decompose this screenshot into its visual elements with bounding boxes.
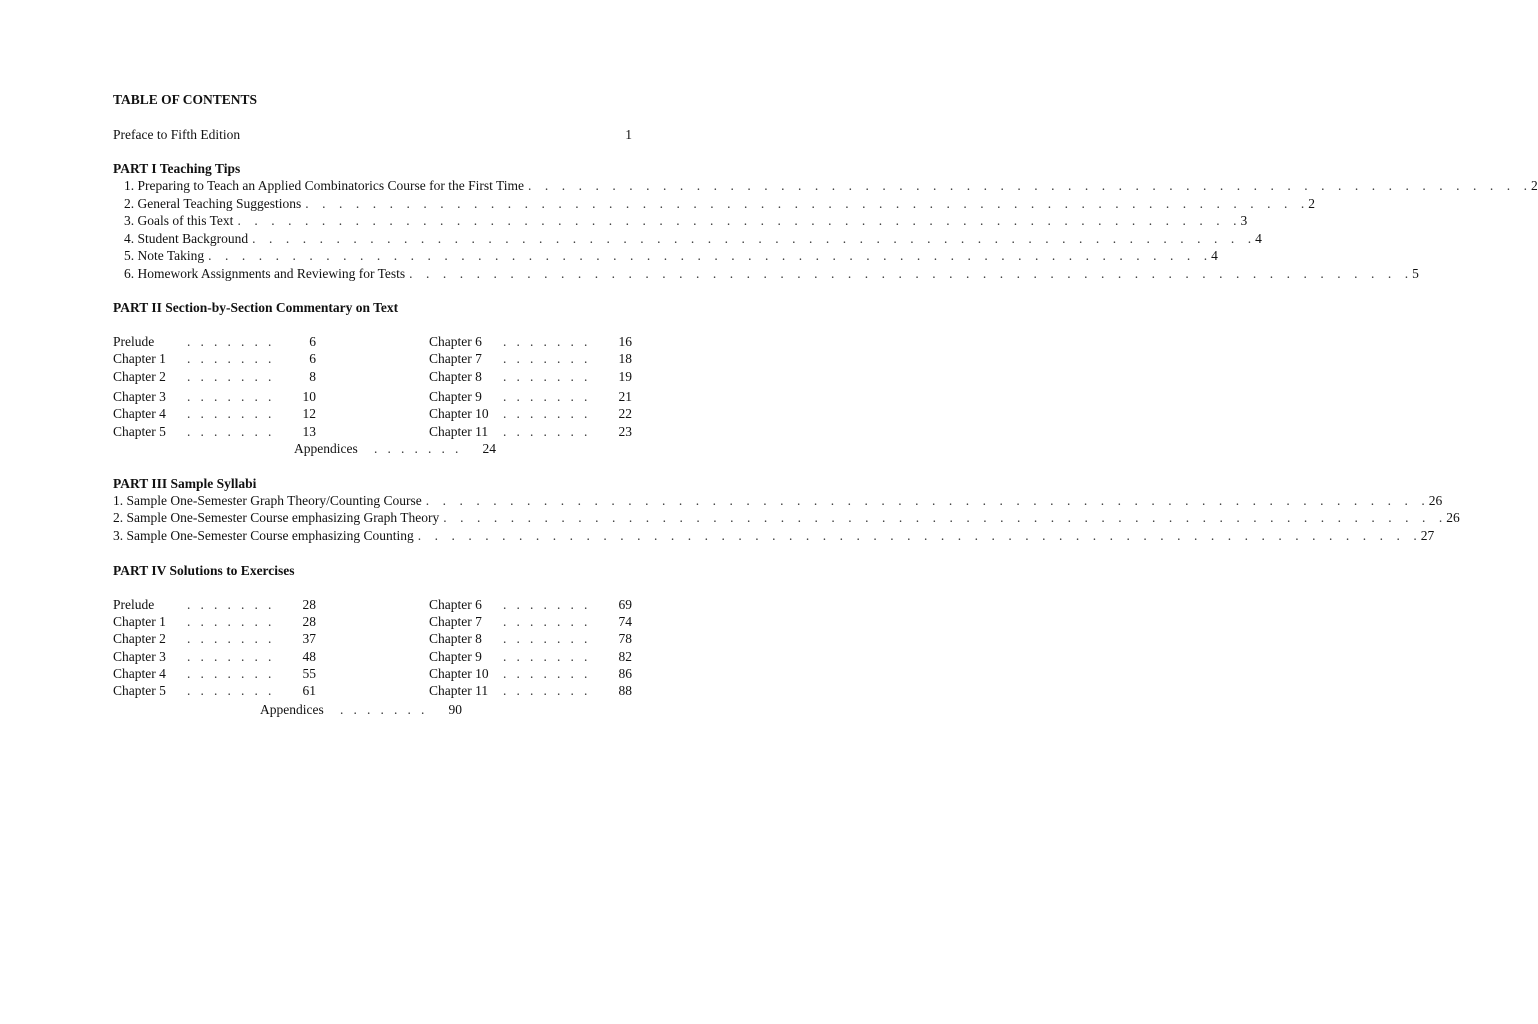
toc-entry-label: Chapter 9 xyxy=(429,389,482,404)
toc-entry xyxy=(429,368,632,385)
toc-entry-label: Chapter 2 xyxy=(113,369,166,384)
toc-entry xyxy=(429,333,632,350)
dot-leader: . . . . . . . xyxy=(503,406,588,421)
toc-entry xyxy=(113,405,316,422)
dot-leader: . . . . . . . xyxy=(187,649,272,664)
toc-entry xyxy=(429,630,632,647)
dot-leader: . . . . . . . . . . . . . . . . . . . . . . . . . . . . . . . . . . . . . . . . . . . . . . . . . . . . . . . . . . . . xyxy=(305,195,1305,211)
dot-leader: . . . . . . . . . . . . . . . . . . . . . . . . . . . . . . . . . . . . . . . . . . . . . . . . . . . . . . . . . . . . xyxy=(252,230,1252,246)
dot-leader: . . . . . . . . . . . . . . . . . . . . . . . . . . . . . . . . . . . . . . . . . . . . . . . . . . . . . . . . . . . . xyxy=(443,510,1443,526)
toc-entry-label: Chapter 10 xyxy=(429,666,489,681)
dot-leader: . . . . . . . xyxy=(187,351,272,366)
dot-leader: . . . . . . . xyxy=(503,351,588,366)
toc-entry-label: 4. Student Background xyxy=(124,230,249,246)
dot-leader: . . . . . . . xyxy=(187,406,272,421)
dot-leader: . . . . . . . xyxy=(187,424,272,439)
toc-entry-label: 6. Homework Assignments and Reviewing for Tests xyxy=(124,265,406,281)
toc-entry-page: 6 xyxy=(309,351,316,366)
toc-entry xyxy=(113,492,1443,509)
toc-entry-page: 4 xyxy=(1255,230,1262,246)
toc-entry-label: Chapter 7 xyxy=(429,351,482,366)
toc-entry-appendices: Appendices . . . . . . . 24 xyxy=(294,441,496,456)
toc-entry-page: 22 xyxy=(618,406,632,421)
toc-entry-label: Preface to Fifth Edition xyxy=(113,127,241,142)
toc-entry-label: Chapter 10 xyxy=(429,406,489,421)
toc-entry-label: Chapter 3 xyxy=(113,649,166,664)
toc-entry-page: 28 xyxy=(302,597,316,612)
toc-entry-page: 6 xyxy=(309,334,316,349)
toc-entry-page: 55 xyxy=(302,666,316,681)
dot-leader: . . . . . . . xyxy=(503,666,588,681)
toc-entry-label: 3. Goals of this Text xyxy=(124,213,234,228)
dot-leader: . . . . . . . xyxy=(187,369,272,384)
toc-entry xyxy=(113,350,316,367)
toc-entry-label: 2. General Teaching Suggestions xyxy=(124,195,302,211)
toc-entry-page: 24 xyxy=(482,441,496,456)
toc-entry-page: 4 xyxy=(1211,248,1218,263)
toc-entry xyxy=(429,388,632,405)
dot-leader: . . . . . . . xyxy=(503,597,588,612)
section-heading-part-3: PART III Sample Syllabi xyxy=(113,476,257,491)
toc-entry-page: 48 xyxy=(302,649,316,664)
dot-leader: . . . . . . . . . . . . . . . . . . . . . . . . . . . . . . . . . . . . . . . . . . . . . . . . . . . . . . . . . . . . xyxy=(417,527,1417,543)
toc-entry-page: 37 xyxy=(302,631,316,646)
toc-entry xyxy=(429,350,632,367)
toc-entry-page: 82 xyxy=(618,649,632,664)
toc-entry xyxy=(113,423,316,440)
toc-entry-page: 5 xyxy=(1412,265,1419,281)
toc-entry-label: Appendices xyxy=(294,441,358,456)
toc-entry-page: 13 xyxy=(302,424,316,439)
dot-leader: . . . . . . . xyxy=(503,334,588,349)
toc-entry-page: 69 xyxy=(618,597,632,612)
toc-entry xyxy=(429,613,632,630)
toc-entry xyxy=(113,682,316,699)
toc-entry xyxy=(124,265,1419,282)
toc-entry-label: Chapter 9 xyxy=(429,649,482,664)
toc-entry-label: Chapter 5 xyxy=(113,683,166,698)
toc-entry xyxy=(113,368,316,385)
toc-entry-label: 5. Note Taking xyxy=(124,248,205,263)
toc-entry-page: 88 xyxy=(618,683,632,698)
toc-entry-page: 74 xyxy=(618,614,632,629)
toc-entry-appendices: Appendices . . . . . . . 90 xyxy=(260,702,462,717)
toc-entry xyxy=(429,665,632,682)
section-heading-part-2: PART II Section-by-Section Commentary on Text xyxy=(113,300,399,315)
toc-entry-page: 90 xyxy=(448,702,462,717)
toc-entry-label: Appendices xyxy=(260,702,324,717)
dot-leader: . . . . . . . xyxy=(187,597,272,612)
toc-entry xyxy=(113,527,1435,544)
page-title: TABLE OF CONTENTS xyxy=(113,92,258,107)
toc-entry-page: 78 xyxy=(618,631,632,646)
dot-leader: . . . . . . . xyxy=(503,369,588,384)
toc-entry-page: 2 xyxy=(1308,195,1316,211)
toc-entry-label: Chapter 1 xyxy=(113,351,166,366)
toc-entry-page: 26 xyxy=(1446,510,1460,526)
dot-leader: . . . . . . . . . . . . . . . . . . . . . . . . . . . . . . . . . . . . . . . . . . . . . . . . . . . . . . . . . . . . xyxy=(528,178,1528,193)
toc-entry-page: 3 xyxy=(1240,213,1248,228)
toc-entry xyxy=(429,405,632,422)
toc-entry-page: 19 xyxy=(618,369,632,384)
toc-entry-preface xyxy=(113,126,632,143)
toc-entry-page: 12 xyxy=(302,406,316,421)
toc-entry-label: 3. Sample One-Semester Course emphasizing Counting xyxy=(113,527,414,543)
toc-entry xyxy=(429,423,632,440)
dot-leader: . . . . . . . xyxy=(503,389,588,404)
toc-entry-label: Chapter 11 xyxy=(429,424,489,439)
toc-entry-page: 23 xyxy=(618,424,632,439)
toc-entry-label: Chapter 7 xyxy=(429,614,482,629)
toc-entry xyxy=(113,596,316,613)
toc-entry-label: Chapter 6 xyxy=(429,597,482,612)
toc-entry xyxy=(429,596,632,613)
toc-entry-label: Prelude xyxy=(113,334,155,349)
toc-entry-page: 28 xyxy=(302,614,316,629)
toc-entry-page: 26 xyxy=(1428,493,1443,508)
toc-entry xyxy=(113,648,316,665)
dot-leader: . . . . . . . xyxy=(187,631,272,646)
dot-leader: . . . . . . . xyxy=(187,614,272,629)
dot-leader: . . . . . . . xyxy=(503,614,588,629)
toc-entry xyxy=(113,665,316,682)
toc-entry-label: Chapter 3 xyxy=(113,389,166,404)
toc-entry-label: Chapter 6 xyxy=(429,334,482,349)
toc-entry-page: 1 xyxy=(625,127,632,142)
dot-leader: . . . . . . . xyxy=(503,649,588,664)
toc-entry-label: 1. Sample One-Semester Graph Theory/Counting Course xyxy=(113,493,422,508)
toc-entry xyxy=(113,509,1460,526)
toc-entry-label: Prelude xyxy=(113,597,155,612)
toc-entry xyxy=(124,195,1316,212)
toc-entry-label: Chapter 2 xyxy=(113,631,166,646)
toc-entry xyxy=(124,247,1218,264)
toc-entry xyxy=(124,212,1248,229)
toc-entry-page: 27 xyxy=(1420,527,1435,543)
toc-entry-label: Chapter 4 xyxy=(113,666,166,681)
dot-leader: . . . . . . . . . . . . . . . . . . . . . . . . . . . . . . . . . . . . . . . . . . . . . . . . . . . . . . . . . . . . xyxy=(208,248,1208,263)
dot-leader: . . . . . . . xyxy=(187,666,272,681)
dot-leader: . . . . . . . xyxy=(503,424,588,439)
toc-entry-page: 21 xyxy=(618,389,632,404)
toc-entry xyxy=(429,648,632,665)
toc-entry-page: 61 xyxy=(302,683,316,698)
dot-leader: . . . . . . . . . . . . . . . . . . . . . . . . . . . . . . . . . . . . . . . . . . . . . . . . . . . . . . . . . . . . xyxy=(425,493,1425,508)
toc-entry xyxy=(113,333,316,350)
dot-leader: . . . . . . . xyxy=(187,334,272,349)
dot-leader: . . . . . . . xyxy=(503,631,588,646)
toc-entry-label: Chapter 8 xyxy=(429,631,482,646)
toc-entry-label: Chapter 11 xyxy=(429,683,489,698)
toc-entry-label: Chapter 4 xyxy=(113,406,166,421)
toc-entry xyxy=(429,682,632,699)
section-heading-part-4: PART IV Solutions to Exercises xyxy=(113,563,295,578)
toc-entry xyxy=(113,630,316,647)
toc-entry-page: 10 xyxy=(302,389,316,404)
toc-entry xyxy=(113,613,316,630)
toc-entry-page: 16 xyxy=(618,334,632,349)
toc-entry xyxy=(124,230,1262,247)
toc-entry xyxy=(113,388,316,405)
toc-entry-label: 1. Preparing to Teach an Applied Combinatorics Course for the First Time xyxy=(124,178,525,193)
toc-entry-page: 86 xyxy=(618,666,632,681)
dot-leader: . . . . . . . . . . . . . . . . . . . . . . . . . . . . . . . . . . . . . . . . . . . . . . . . . . . . . . . . . . . . xyxy=(237,213,1237,228)
toc-entry-page: 2 xyxy=(1531,178,1538,193)
dot-leader: . . . . . . . xyxy=(187,683,272,698)
toc-entry-label: Chapter 5 xyxy=(113,424,166,439)
dot-leader: . . . . . . . xyxy=(187,389,272,404)
toc-entry-label: Chapter 1 xyxy=(113,614,166,629)
section-heading-part-1: PART I Teaching Tips xyxy=(113,161,241,176)
dot-leader: . . . . . . . xyxy=(503,683,588,698)
toc-entry-page: 8 xyxy=(309,369,316,384)
toc-entry-page: 18 xyxy=(618,351,632,366)
dot-leader: . . . . . . . . . . . . . . . . . . . . . . . . . . . . . . . . . . . . . . . . . . . . . . . . . . . . . . . . . . . . xyxy=(409,265,1409,281)
toc-entry xyxy=(124,177,1538,194)
toc-entry-label: 2. Sample One-Semester Course emphasizing Graph Theory xyxy=(113,510,440,526)
toc-entry-label: Chapter 8 xyxy=(429,369,482,384)
